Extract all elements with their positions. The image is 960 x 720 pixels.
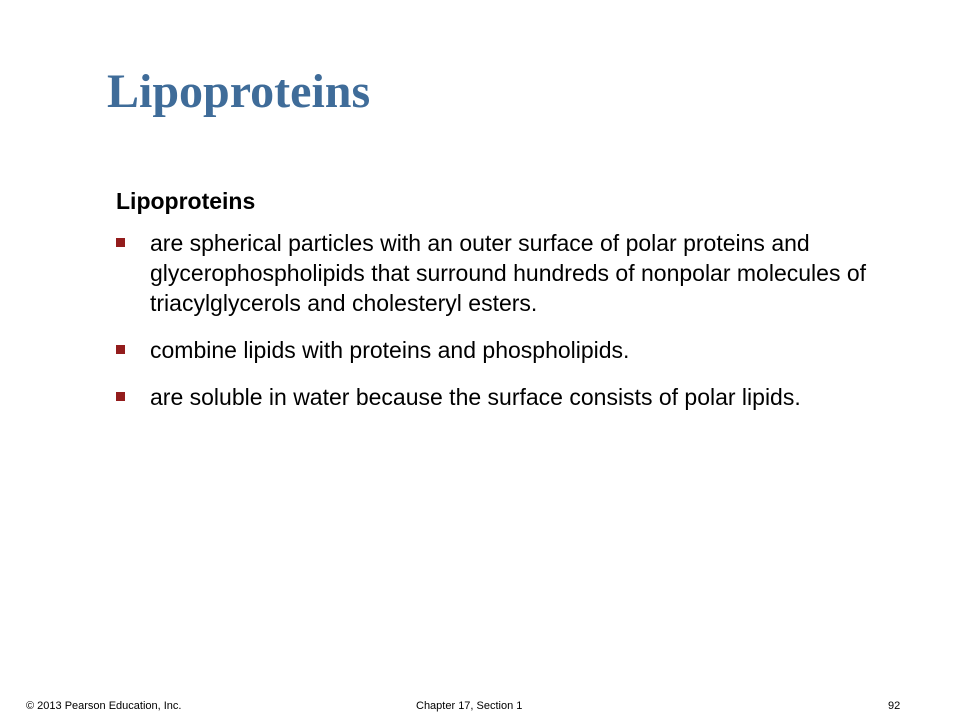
bullet-item — [116, 382, 906, 412]
square-bullet-icon — [116, 345, 125, 354]
bullet-item — [116, 335, 906, 365]
bullet-text: are spherical particles with an outer surface of polar proteins and glycerophospholipids that surround hundreds of nonpolar molecules of triacylglycerols and cholesteryl esters. — [150, 230, 867, 316]
bullet-item — [116, 228, 906, 318]
square-bullet-icon — [116, 238, 125, 247]
lead-text: Lipoproteins — [116, 188, 256, 214]
footer-chapter: Chapter 17, Section 1 — [416, 700, 523, 712]
footer-copyright: © 2013 Pearson Education, Inc. — [26, 700, 182, 712]
square-bullet-icon — [116, 392, 125, 401]
bullet-list — [116, 228, 906, 412]
slide-body — [116, 186, 906, 429]
bullet-text: are soluble in water because the surface consists of polar lipids. — [150, 384, 801, 410]
page-number: 92 — [888, 700, 901, 712]
slide-title: Lipoproteins — [107, 65, 371, 118]
bullet-text: combine lipids with proteins and phospholipids. — [150, 337, 630, 363]
